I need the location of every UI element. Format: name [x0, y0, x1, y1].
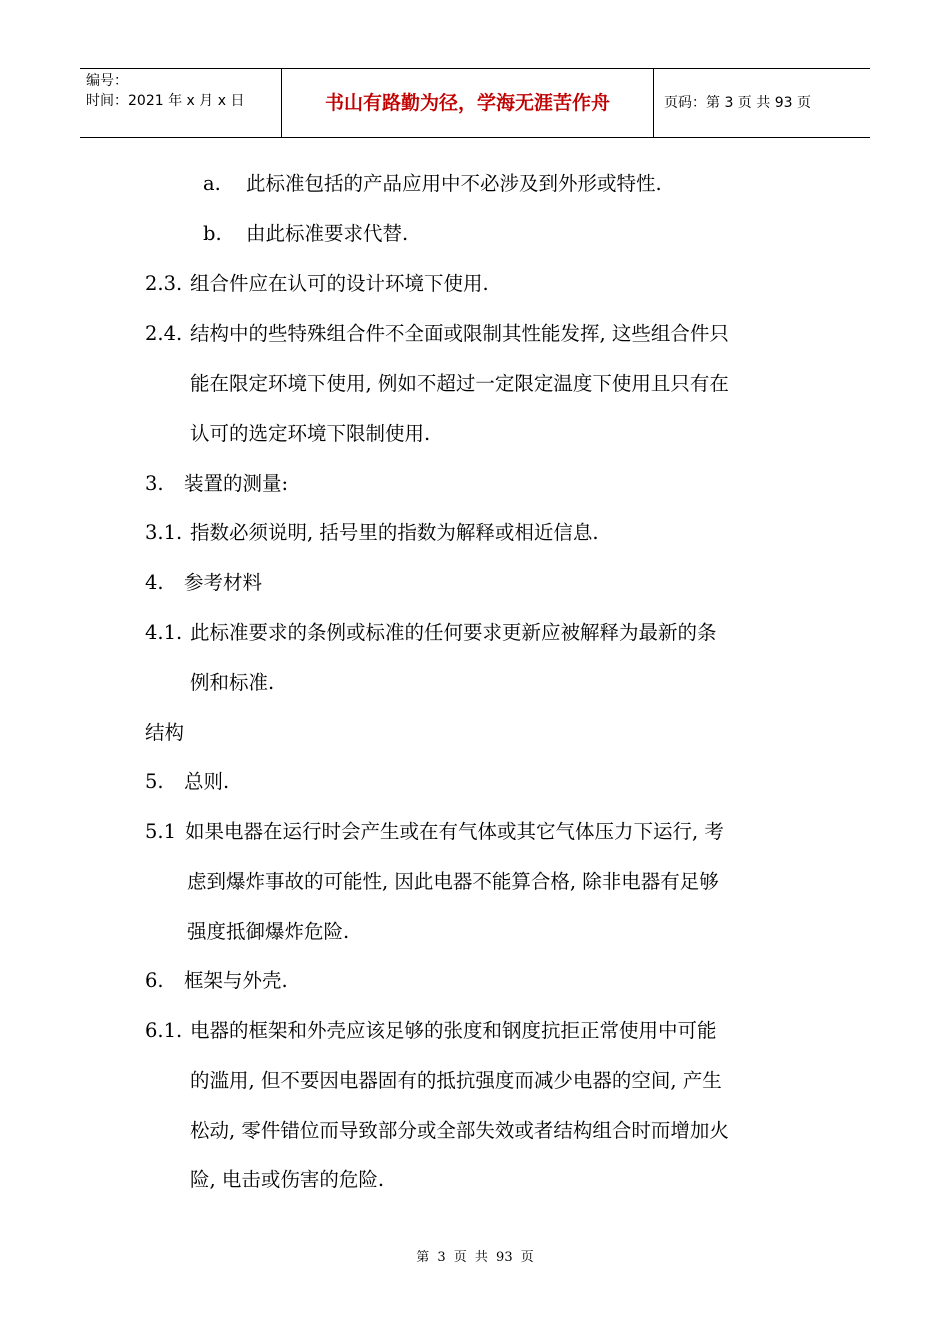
- section-text: 总则.: [184, 770, 230, 793]
- section-text-continued: 例和标准.: [190, 671, 275, 694]
- structure-heading: 结构: [145, 721, 185, 744]
- section-text-continued: 险, 电击或伤害的危险.: [190, 1168, 385, 1191]
- section-4: [145, 571, 262, 595]
- section-text: 结构中的些特殊组合件不全面或限制其性能发挥, 这些组合件只: [190, 322, 729, 345]
- item-text: 此标准包括的产品应用中不必涉及到外形或特性.: [246, 172, 662, 195]
- header-meta: [80, 69, 282, 137]
- section-number: 3.: [145, 472, 164, 495]
- section-number: 5.: [145, 770, 164, 793]
- section-5: [145, 770, 229, 794]
- section-6: [145, 969, 288, 993]
- section-number: 4.: [145, 571, 164, 594]
- section-3: [145, 472, 288, 496]
- section-number: 6.: [145, 969, 164, 992]
- item-a: [203, 172, 662, 196]
- section-6-1: [145, 1019, 717, 1043]
- section-text: 组合件应在认可的设计环境下使用.: [190, 272, 489, 295]
- page-footer: 第 3 页 共 93 页: [416, 1250, 534, 1265]
- item-b: [203, 222, 408, 246]
- section-text: 电器的框架和外壳应该足够的张度和钢度抗拒正常使用中可能: [190, 1019, 717, 1042]
- section-2-4: [145, 322, 729, 346]
- section-text: 框架与外壳.: [184, 969, 288, 992]
- section-number: 3.1.: [145, 521, 183, 544]
- section-4-1: [145, 621, 717, 645]
- section-text-continued: 强度抵御爆炸危险.: [187, 920, 350, 943]
- item-label: a.: [203, 172, 221, 195]
- section-5-1: [145, 820, 724, 844]
- section-text: 装置的测量:: [184, 472, 289, 495]
- section-text: 如果电器在运行时会产生或在有气体或其它气体压力下运行, 考: [185, 820, 724, 843]
- section-3-1: [145, 521, 599, 545]
- section-text-continued: 能在限定环境下使用, 例如不超过一定限定温度下使用且只有在: [190, 372, 729, 395]
- item-text: 由此标准要求代替.: [246, 222, 409, 245]
- section-number: 6.1.: [145, 1019, 183, 1042]
- item-label: b.: [203, 222, 222, 245]
- header-number-label: 编号：: [86, 73, 128, 89]
- section-number: 5.1: [145, 820, 177, 843]
- section-text-continued: 的滥用, 但不要因电器固有的抵抗强度而减少电器的空间, 产生: [190, 1069, 722, 1092]
- section-text: 指数必须说明, 括号里的指数为解释或相近信息.: [190, 521, 599, 544]
- header-date: 时间：2021 年 x 月 x 日: [86, 93, 245, 109]
- section-number: 2.3.: [145, 272, 183, 295]
- document-header: [80, 68, 870, 138]
- section-number: 2.4.: [145, 322, 183, 345]
- section-number: 4.1.: [145, 621, 183, 644]
- section-text: 此标准要求的条例或标准的任何要求更新应被解释为最新的条: [190, 621, 717, 644]
- section-text-continued: 松动, 零件错位而导致部分或全部失效或者结构组合时而增加火: [190, 1119, 729, 1142]
- section-2-3: [145, 272, 489, 296]
- section-text: 参考材料: [184, 571, 263, 594]
- header-motto: 书山有路勤为径，学海无涯苦作舟: [282, 69, 654, 137]
- section-text-continued: 认可的选定环境下限制使用.: [190, 422, 431, 445]
- header-page-label: 页码：第 3 页 共 93 页: [664, 95, 811, 111]
- section-text-continued: 虑到爆炸事故的可能性, 因此电器不能算合格, 除非电器有足够: [187, 870, 719, 893]
